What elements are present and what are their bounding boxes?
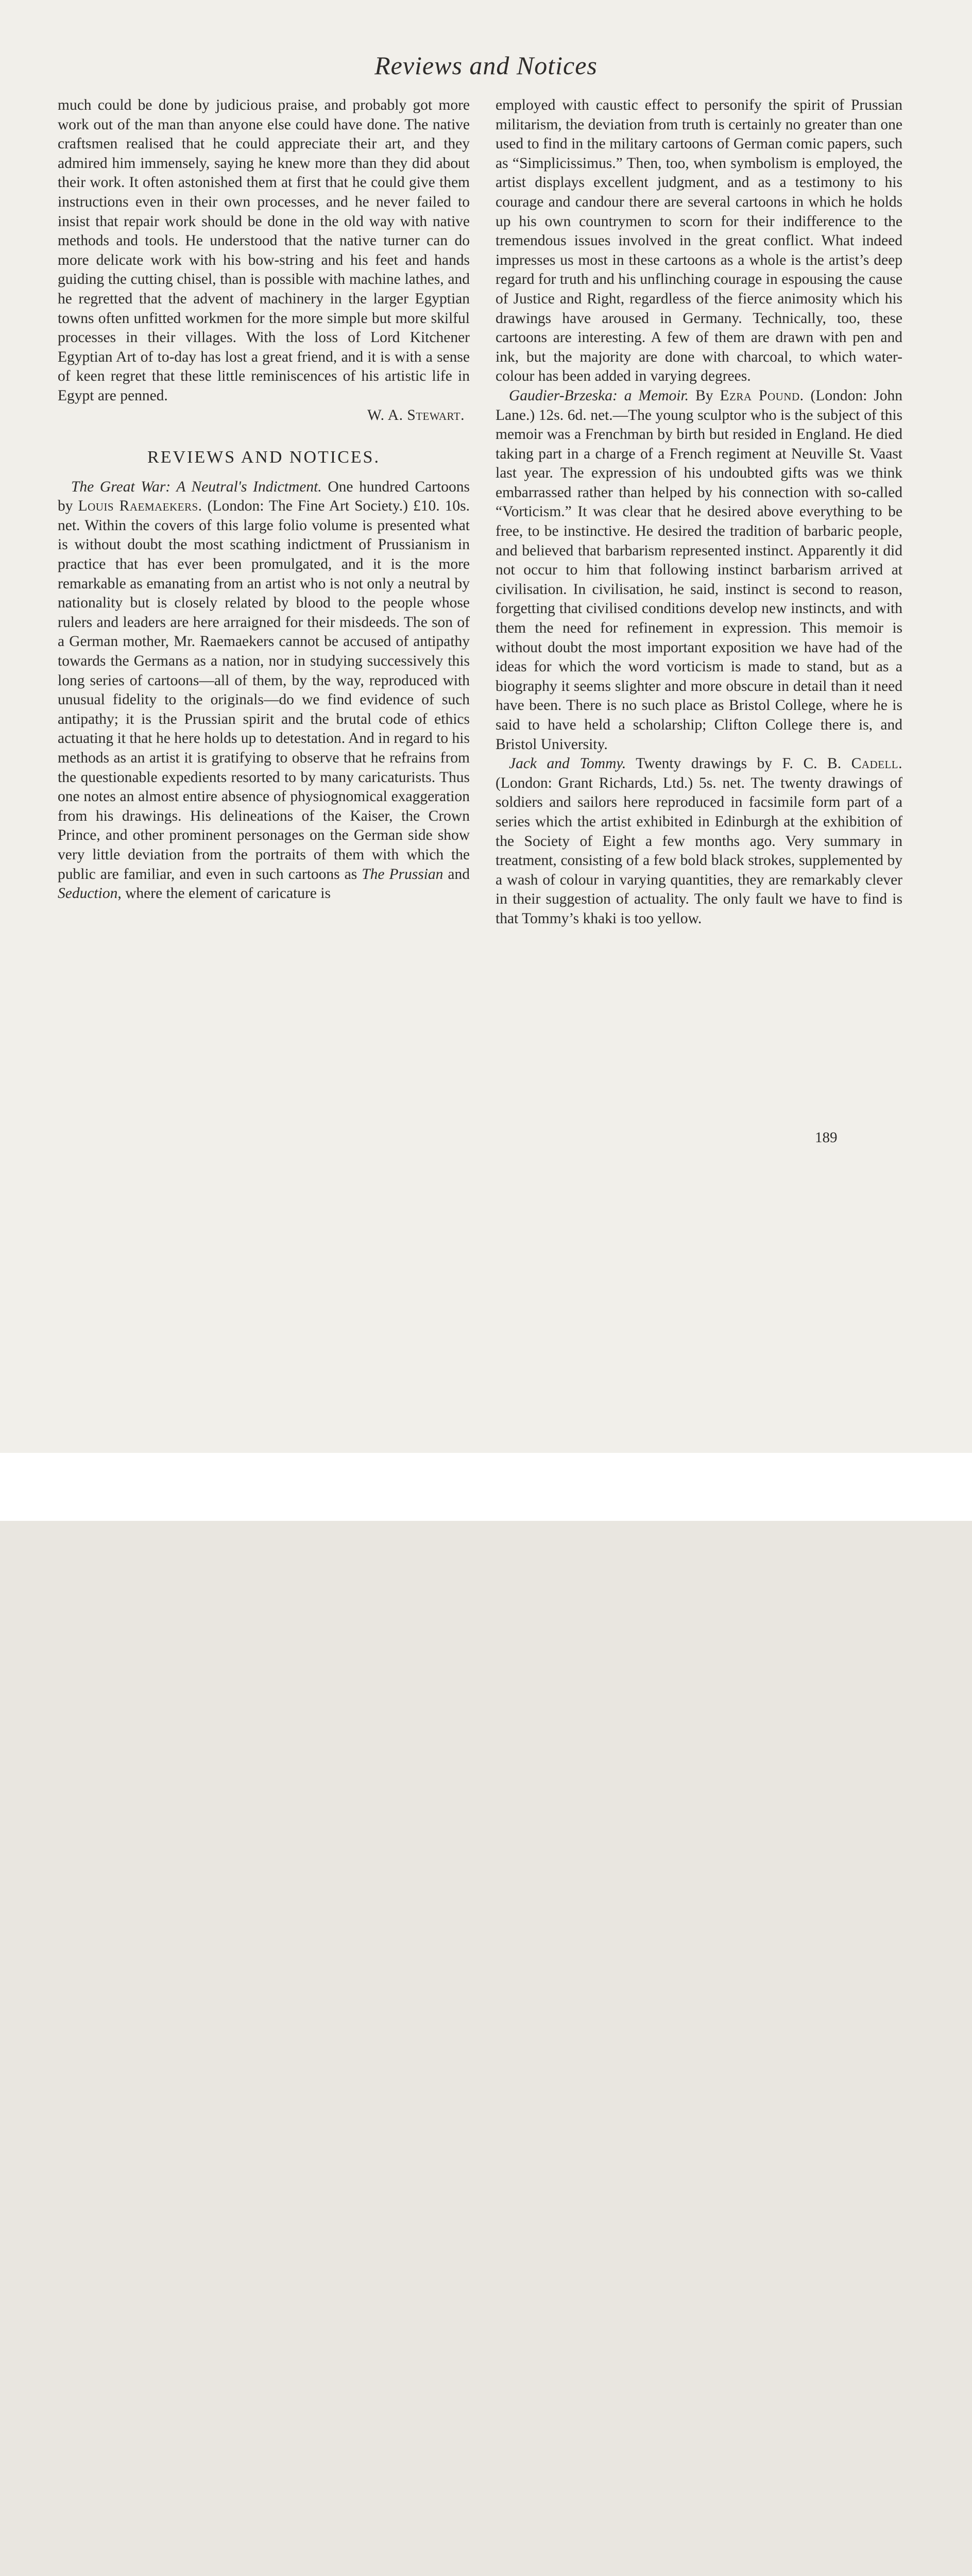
review-intro: One hundred Cartoons by bbox=[58, 478, 470, 515]
review-great-war bbox=[58, 478, 470, 904]
review-author: Cadell. bbox=[851, 755, 902, 772]
review-body: (London: John Lane.) 12s. 6d. net.—The young sculptor who is the subject of this memoir was a Frenchman by birth but resided in England. He died taking part in a charge of a French regiment at Neuville St. Vaast last year. The expression of his undoubted gifts was we think embarrassed rather than helped by his connection with so-called “Vorticism.” It was clear that he desired above everything to be free, to be instinctive. He desired the tradition of barbaric people, and believed that barbarism represented instinct. Apparently it did not occur to him that following instinct barbarism arrived at civilisation. In civilisation, he said, instinct is second to reason, forgetting that civilised conditions develop new instincts, and with them the need for refinement in expression. This memoir is without doubt the most important exposition we have had of the ideas for which the word vorticism is made to stand, but as a biography it seems slighter and more obscure in detail than it need have been. There is no such place as Bristol College, where he is said to have held a scholarship; Clifton College there is, and Bristol University. bbox=[496, 387, 903, 753]
review-body: Within the covers of this large folio volume is presented what is without doubt the most scathing indictment of Prussianism in practice that has ever been promulgated, and it is the more remarkable as emanating from an artist who is not only a neutral by nationality but is closely related by blood to the people whose rulers and leaders are here arraigned for their misdeeds. The son of a German mother, Mr. Raemaekers cannot be accused of antipathy towards the Germans as a nation, nor in studying successively this long series of cartoons—all of them, by the way, reproduced with unusual fidelity to the originals—do we find evidence of such antipathy; it is the Prussian spirit and the brutal code of ethics actuating it that he here holds up to detestation. And in regard to his methods as an artist it is gratifying to observe that he refrains from the questionable expedients resorted to by many caricaturists. Thus one notes an almost entire absence of physiognomical exaggeration from his drawings. His delineations of the Kaiser, the Crown Prince, and other prominent personages on the German side show very little deviation from the portraits of them with which the public are familiar, and even in such cartoons as bbox=[58, 517, 470, 883]
left-column bbox=[58, 96, 470, 904]
review-body: (London: Grant Richards, Ltd.) 5s. net. The twenty drawings of soldiers and sailors here reproduced in facsimile form part of a series which the artist exhibited in Edinburgh at the exhibition of the Society of Eight a few months ago. Very summary in treatment, consisting of a few bold black strokes, supplemented by a wash of colour in varying quantities, they are remarkably clever in their suggestion of actuality. The only fault we have to find is that Tommy’s khaki is too yellow. bbox=[496, 774, 902, 927]
review-by: By bbox=[695, 387, 713, 404]
cartoon-title: Seduction bbox=[58, 885, 118, 902]
review-title: Jack and Tommy. bbox=[509, 755, 626, 772]
review-author: Ezra Pound. bbox=[720, 387, 804, 404]
review-publisher: (London: The Fine Art Society.) £10. 10s. net. bbox=[58, 498, 470, 534]
section-heading: REVIEWS AND NOTICES. bbox=[147, 448, 380, 467]
review-title: The Great War: A Neutral's Indictment. bbox=[71, 478, 322, 495]
article-closing-paragraph: much could be done by judicious praise, and probably got more work out of the man than anyone else could have done. The native craftsmen realised that he could appreciate their art, and they admired him immensely, saying he knew more than they did about their work. It often astonished them at first that he could give them instructions even in their own processes, and he never failed to insist that repair work should be done in the old way with native methods and tools. He understood that the native turner can do more delicate work with his bow-string and his feet and hands guiding the cutting chisel, than is possible with machine lathes, and he regretted that the advent of machinery in the larger Egyptian towns often unfitted workmen for the more simple but more skilful processes in their villages. With the loss of Lord Kitchener Egyptian Art of to-day has lost a great friend, and it is with a sense of keen regret that these little reminiscences of his artistic life in Egypt are penned. bbox=[58, 97, 470, 404]
right-column bbox=[496, 96, 902, 929]
page-number: 189 bbox=[815, 1129, 838, 1146]
review-author: Louis Raemaekers. bbox=[78, 498, 202, 515]
author-signature: W. A. Stewart. bbox=[367, 406, 465, 423]
cartoon-title: The Prussian bbox=[362, 866, 444, 883]
digital-library-footer bbox=[0, 1453, 972, 1521]
review-title: Gaudier-Brzeska: a Memoir. bbox=[509, 387, 689, 404]
review-intro: Twenty drawings by F. C. B. bbox=[636, 755, 842, 772]
review-great-war-continued: employed with caustic effect to personify the spirit of Prussian militarism, the deviation from truth is certainly no greater than one used to find in the military cartoons of German comic papers, such as “Simplicissimus.” Then, too, when symbolism is employed, the artist displays excellent judgment, and as a testimony to his courage and candour there are several cartoons in which he holds up his own countrymen to scorn for their indifference to the tremendous issues involved in the great conflict. What indeed impresses us most in these cartoons as a whole is the artist’s deep regard for truth and his unflinching courage in espousing the cause of Justice and Right, regardless of the fierce animosity which his drawings have aroused in Germany. Technically, too, these cartoons are interesting. A few of them are drawn with pen and ink, but the majority are done with charcoal, to which water-colour has been added in varying degrees. bbox=[496, 97, 902, 385]
review-jack-and-tommy bbox=[496, 754, 902, 928]
review-body-tail: , where the element of caricature is bbox=[117, 885, 331, 902]
running-head: Reviews and Notices bbox=[374, 51, 598, 80]
review-gaudier-brzeska bbox=[496, 386, 902, 754]
review-conjunction: and bbox=[448, 866, 470, 883]
